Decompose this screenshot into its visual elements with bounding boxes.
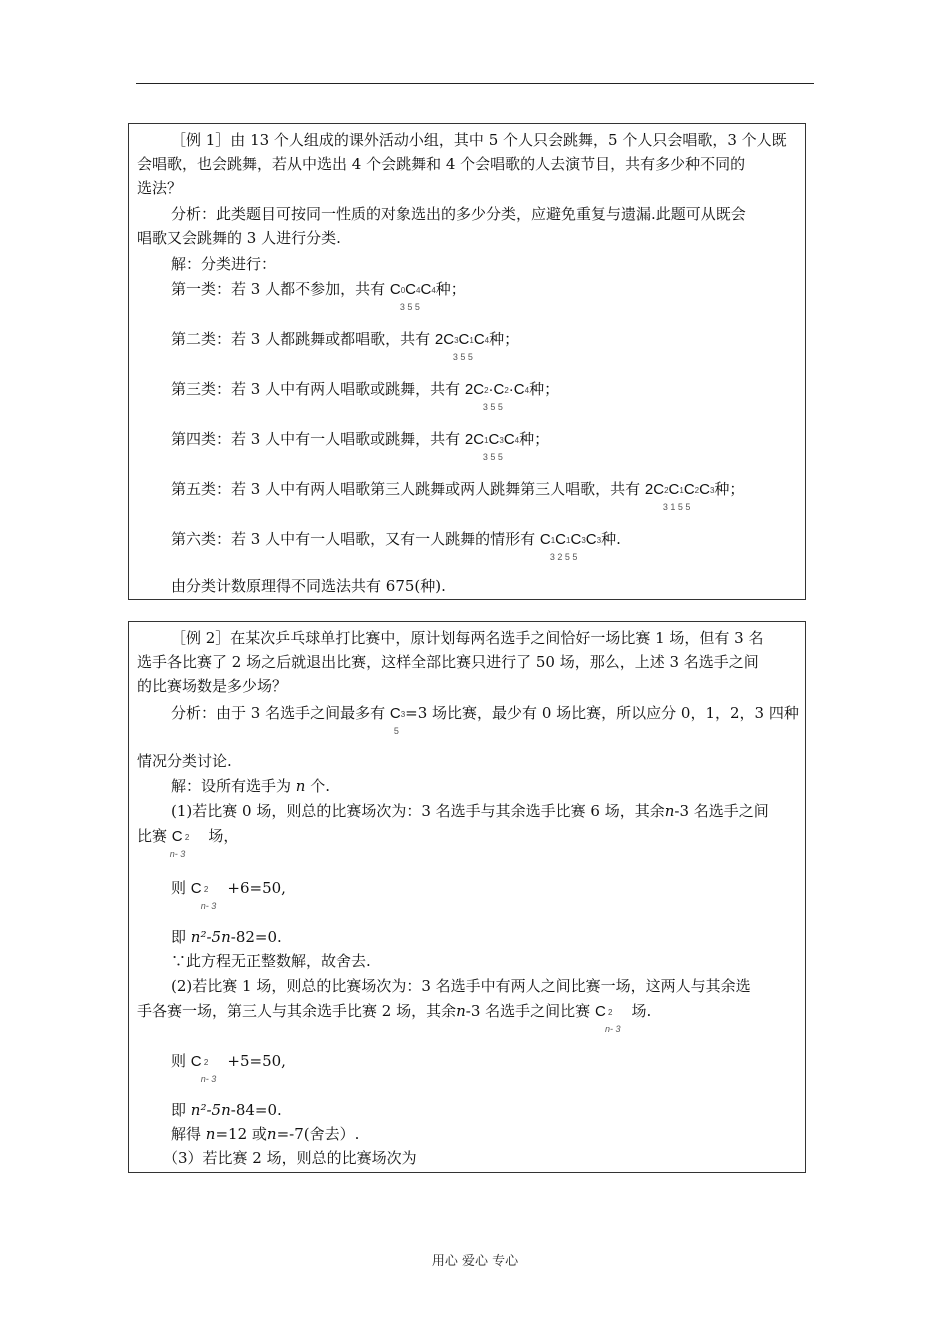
ex1-case-4-tail: 种； — [519, 430, 550, 448]
ex2-case-1-b — [137, 826, 239, 859]
ex1-case-3-subs: 3 5 5 — [482, 402, 503, 412]
ex2-c2-formula-1: C 2 n- 3 — [169, 828, 190, 859]
header-rule — [136, 83, 814, 84]
ex1-case-4-subs: 3 5 5 — [482, 452, 503, 462]
ex1-case-6-subs: 3 2 5 5 — [549, 552, 578, 562]
ex2-case-2-b-tail: 场. — [631, 1002, 652, 1020]
ex1-case-2-formula: 2C3C1C4 3 5 5 — [435, 330, 489, 352]
ex2-eq-3-rest: +5=50, — [227, 1052, 286, 1070]
ex2-solution-tail: 个. — [310, 777, 331, 795]
ex1-case-3 — [171, 379, 560, 412]
ex2-eq-2 — [171, 927, 282, 947]
ex1-case-4 — [171, 429, 550, 462]
ex2-case-1-b-text: 比赛 — [137, 827, 168, 845]
ex2-eq-3 — [171, 1051, 286, 1084]
ex1-case-4-formula: 2C1C3C4 3 5 5 — [465, 430, 519, 452]
ex2-c2-formula-2: C 2 n- 3 — [190, 880, 217, 911]
ex2-analysis-2: 情况分类讨论. — [137, 752, 232, 770]
ex1-case-1-formula: C0C4C4 3 5 5 — [390, 280, 436, 302]
ex1-case-2-text: 第二类：若 3 人都跳舞或都唱歌，共有 — [171, 330, 431, 348]
example-2-box — [128, 621, 806, 1173]
ex2-case-1-tail: -3 名选手之间 — [674, 802, 769, 820]
ex2-c2-formula-4: C 2 n- 3 — [190, 1053, 217, 1084]
ex2-eq-2-expr: n²-5n — [190, 928, 231, 946]
ex2-eq-3-then: 则 — [171, 1052, 187, 1070]
ex1-case-1-tail: 种； — [435, 280, 466, 298]
ex2-case-1-text: (1)若比赛 0 场，则总的比赛场次为：3 名选手与其余选手比赛 6 场，其余 — [171, 802, 665, 820]
ex2-eq-4 — [171, 1100, 282, 1120]
ex2-case-3: （3）若比赛 2 场，则总的比赛场次为 — [163, 1149, 417, 1167]
ex2-solution-text: 解：设所有选手为 — [171, 777, 292, 795]
ex1-case-3-formula: 2C2·C2·C4 3 5 5 — [465, 380, 529, 402]
ex1-case-6-tail: 种. — [601, 530, 621, 548]
ex1-case-1 — [171, 279, 466, 312]
ex2-eq-2-rest: -82=0. — [230, 928, 282, 946]
ex2-eq-1-rest: +6=50, — [227, 879, 286, 897]
ex1-case-2-tail: 种； — [489, 330, 520, 348]
ex2-result-mid: =12 或 — [215, 1125, 267, 1143]
ex2-c2-formula-3: C 2 n- 3 — [594, 1003, 621, 1034]
ex1-line-2: 会唱歌，也会跳舞，若从中选出 4 个会跳舞和 4 个会唱歌的人去演节目，共有多少种不同的 — [137, 155, 746, 173]
ex1-line-3: 选法？ — [137, 179, 183, 197]
ex1-case-5-formula: 2C2C1C2C3 3 1 5 5 — [645, 480, 715, 502]
ex1-case-6 — [171, 529, 621, 562]
ex2-var-n: n — [295, 777, 306, 795]
ex2-eq-1-then: 则 — [171, 879, 187, 897]
ex2-result-prefix: 解得 — [171, 1125, 202, 1143]
ex1-conclusion: 由分类计数原理得不同选法共有 675(种). — [171, 577, 446, 595]
ex1-case-5-tail: 种； — [714, 480, 745, 498]
ex2-line-2: 选手各比赛了 2 场之后就退出比赛，这样全部比赛只进行了 50 场，那么，上述 3 名选手之间 — [137, 653, 759, 671]
ex2-case-1-b-tail: 场， — [208, 827, 239, 845]
ex1-case-3-tail: 种； — [529, 380, 560, 398]
ex2-analysis — [171, 703, 799, 736]
ex2-case-2-b — [137, 1001, 652, 1034]
ex1-case-1-subs: 3 5 5 — [399, 302, 420, 312]
ex1-analysis-2: 唱歌又会跳舞的 3 人进行分类. — [137, 229, 341, 247]
ex1-case-4-text: 第四类：若 3 人中有一人唱歌或跳舞，共有 — [171, 430, 461, 448]
ex2-eq-1 — [171, 878, 286, 911]
ex2-eq-4-expr: n²-5n — [190, 1101, 231, 1119]
ex2-result — [171, 1124, 359, 1144]
ex2-case-2-b-text: 手各赛一场，第三人与其余选手比赛 2 场，其余 — [137, 1002, 457, 1020]
ex2-case-2-b-mid: -3 名选手之间比赛 — [465, 1002, 591, 1020]
example-1-box — [128, 123, 806, 600]
ex2-result-tail: =-7(舍去）. — [276, 1125, 360, 1143]
ex1-line-1: ［例 1］由 13 个人组成的课外活动小组，其中 5 个人只会跳舞，5 个人只会唱歌，3 个人既 — [171, 131, 787, 149]
ex2-eq-2-prefix: 即 — [171, 928, 187, 946]
ex1-solution: 解：分类进行： — [171, 255, 277, 273]
ex2-no-solution: ∵此方程无正整数解，故舍去. — [171, 952, 371, 970]
page-footer: 用心 爱心 专心 — [431, 1254, 519, 1269]
ex1-case-5-subs: 3 1 5 5 — [662, 502, 691, 512]
ex2-var-n-4: n — [205, 1125, 216, 1143]
ex2-case-2-a: (2)若比赛 1 场，则总的比赛场次为：3 名选手中有两人之间比赛一场，这两人与其余选 — [171, 977, 751, 995]
ex1-case-6-text: 第六类：若 3 人中有一人唱歌，又有一人跳舞的情形有 — [171, 530, 536, 548]
ex2-analysis-text-b: =3 场比赛，最少有 0 场比赛，所以应分 0，1，2，3 四种 — [405, 704, 799, 722]
ex2-var-n-3: n — [456, 1002, 466, 1020]
ex1-case-5-text: 第五类：若 3 人中有两人唱歌第三人跳舞或两人跳舞第三人唱歌，共有 — [171, 480, 641, 498]
ex1-case-3-text: 第三类：若 3 人中有两人唱歌或跳舞，共有 — [171, 380, 461, 398]
ex2-case-1-a — [171, 801, 769, 821]
ex2-line-3: 的比赛场数是多少场？ — [137, 677, 288, 695]
ex2-var-n-5: n — [266, 1125, 277, 1143]
ex1-case-5 — [171, 479, 745, 512]
ex2-line-1: ［例 2］在某次乒乓球单打比赛中，原计划每两名选手之间恰好一场比赛 1 场，但有 3 名 — [171, 629, 764, 647]
ex1-case-6-formula: C1C1C3C3 3 2 5 5 — [540, 530, 601, 552]
ex1-analysis-1: 分析：此类题目可按同一性质的对象选出的多少分类，应避免重复与遗漏.此题可从既会 — [171, 205, 746, 223]
ex1-case-2-subs: 3 5 5 — [452, 352, 473, 362]
ex2-analysis-formula: C3 5 — [389, 705, 406, 736]
ex2-eq-4-prefix: 即 — [171, 1101, 187, 1119]
ex2-analysis-text-a: 分析：由于 3 名选手之间最多有 — [171, 704, 386, 722]
ex1-case-2 — [171, 329, 520, 362]
ex2-solution — [171, 776, 330, 796]
ex2-var-n-2: n — [664, 802, 675, 820]
ex2-eq-4-rest: -84=0. — [230, 1101, 282, 1119]
ex1-case-1-text: 第一类：若 3 人都不参加，共有 — [171, 280, 386, 298]
